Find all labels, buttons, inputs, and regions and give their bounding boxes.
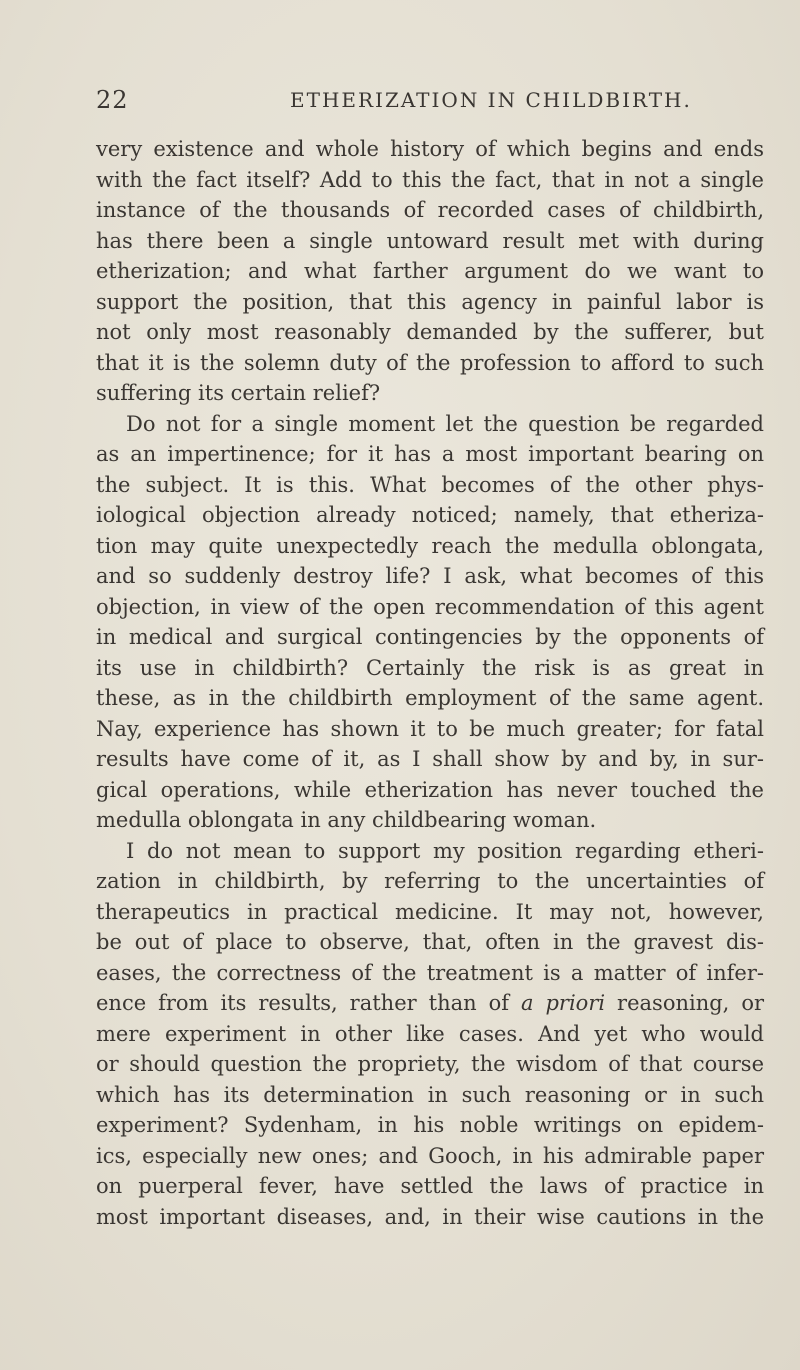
paragraph-3: [96, 836, 764, 1233]
paragraph-2: [96, 409, 764, 836]
text-line: I do not mean to support my position regarding etheri-: [126, 838, 764, 863]
text-line: suffering its certain relief?: [96, 381, 381, 405]
text-line: most important diseases, and, in their wise cautions in the: [96, 1204, 764, 1229]
text-line: iological objection already noticed; namely, that etheriza-: [96, 503, 764, 527]
text-line: gical operations, while etherization has never touched the: [96, 777, 764, 802]
text-line: results have come of it, as I shall show by and by, in sur-: [96, 747, 764, 771]
text-line: or should question the propriety, the wisdom of that course: [96, 1052, 764, 1076]
text-line: these, as in the childbirth employment of the same agent.: [96, 686, 764, 710]
text-line: the subject. It is this. What becomes of the other phys-: [96, 472, 764, 497]
text-line: that it is the solemn duty of the profession to afford to such: [96, 350, 764, 375]
text-line: and so suddenly destroy life? I ask, what becomes of this: [96, 564, 764, 588]
text-line: Do not for a single moment let the question be regarded: [126, 411, 764, 436]
text-line: therapeutics in practical medicine. It may not, however,: [96, 899, 764, 924]
text-line: tion may quite unexpectedly reach the medulla oblongata,: [96, 533, 764, 558]
text-line: mere experiment in other like cases. And yet who would: [96, 1021, 764, 1046]
text-line: objection, in view of the open recommendation of this agent: [96, 594, 764, 619]
body-text: [96, 134, 764, 1232]
text-line: very existence and whole history of which begins and ends: [96, 137, 764, 161]
text-line: Nay, experience has shown it to be much greater; for fatal: [96, 716, 764, 741]
text-line: be out of place to observe, that, often in the gravest dis-: [96, 930, 764, 954]
text-line: has there been a single untoward result met with during: [96, 228, 764, 253]
italic-phrase: a priori: [521, 991, 606, 1015]
text-line: with the fact itself? Add to this the fact, that in not a single: [96, 167, 764, 192]
text-line: ence from its results, rather than of a priori reasoning, or: [96, 991, 764, 1015]
text-line: which has its determination in such reasoning or in such: [96, 1082, 764, 1107]
text-line: experiment? Sydenham, in his noble writings on epidem-: [96, 1113, 764, 1137]
text-line: as an impertinence; for it has a most important bearing on: [96, 442, 764, 466]
text-line: on puerperal fever, have settled the laws of practice in: [96, 1174, 764, 1198]
text-line: in medical and surgical contingencies by the opponents of: [96, 625, 764, 649]
text-line: ics, especially new ones; and Gooch, in his admirable paper: [96, 1143, 764, 1168]
text-line: instance of the thousands of recorded cases of childbirth,: [96, 198, 764, 222]
text-line: zation in childbirth, by referring to the uncertainties of: [96, 869, 764, 893]
text-line: medulla oblongata in any childbearing woman.: [96, 808, 597, 832]
paragraph-1: [96, 134, 764, 409]
page-number: 22: [96, 86, 129, 114]
text-line: eases, the correctness of the treatment is a matter of infer-: [96, 960, 764, 985]
text-line: not only most reasonably demanded by the sufferer, but: [96, 320, 764, 344]
running-head: [0, 86, 800, 118]
running-title: ETHERIZATION IN CHILDBIRTH.: [290, 88, 692, 112]
text-line: its use in childbirth? Certainly the risk is as great in: [96, 655, 764, 680]
text-line: support the position, that this agency in painful labor is: [96, 289, 764, 314]
text-line: etherization; and what farther argument do we want to: [96, 259, 764, 283]
